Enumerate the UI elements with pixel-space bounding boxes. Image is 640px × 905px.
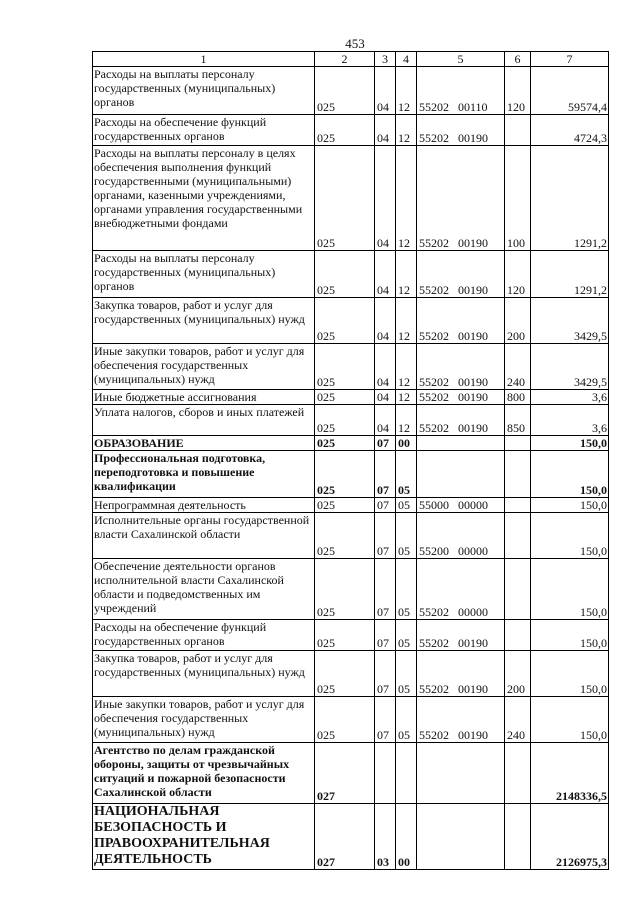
row-subsection-code: 12 bbox=[396, 146, 417, 251]
row-amount: 1291,2 bbox=[531, 146, 609, 251]
row-ministry-code: 027 bbox=[315, 743, 375, 804]
row-amount: 150,0 bbox=[531, 498, 609, 513]
row-section-code: 07 bbox=[375, 513, 396, 559]
row-description: Расходы на выплаты персоналу государственных (муниципальных) органов bbox=[93, 67, 315, 115]
row-subsection-code: 12 bbox=[396, 405, 417, 436]
row-amount: 1291,2 bbox=[531, 251, 609, 298]
row-target-article-code: 55000 00000 bbox=[417, 498, 505, 513]
table-body bbox=[93, 52, 609, 870]
row-target-article-code: 55202 00190 bbox=[417, 405, 505, 436]
row-ministry-code: 025 bbox=[315, 451, 375, 498]
column-header: 3 bbox=[375, 52, 396, 67]
budget-table bbox=[92, 51, 609, 870]
row-expense-type-code bbox=[505, 115, 531, 146]
row-description: Обеспечение деятельности органов исполнительной власти Сахалинской области и подведомственных им учреждений bbox=[93, 559, 315, 620]
row-ministry-code: 025 bbox=[315, 390, 375, 405]
row-subsection-code: 05 bbox=[396, 559, 417, 620]
row-ministry-code: 025 bbox=[315, 405, 375, 436]
row-section-code: 04 bbox=[375, 67, 396, 115]
row-amount: 4724,3 bbox=[531, 115, 609, 146]
row-section-code: 07 bbox=[375, 620, 396, 651]
row-expense-type-code: 240 bbox=[505, 697, 531, 743]
table-row bbox=[93, 513, 609, 559]
row-expense-type-code bbox=[505, 436, 531, 451]
row-target-article-code: 55200 00000 bbox=[417, 513, 505, 559]
row-ministry-code: 025 bbox=[315, 146, 375, 251]
row-target-article-code: 55202 00190 bbox=[417, 620, 505, 651]
table-row bbox=[93, 651, 609, 697]
row-amount: 150,0 bbox=[531, 451, 609, 498]
table-row bbox=[93, 67, 609, 115]
row-amount: 2148336,5 bbox=[531, 743, 609, 804]
row-amount: 59574,4 bbox=[531, 67, 609, 115]
row-target-article-code bbox=[417, 743, 505, 804]
row-subsection-code: 05 bbox=[396, 498, 417, 513]
table-row bbox=[93, 405, 609, 436]
row-subsection-code: 12 bbox=[396, 115, 417, 146]
row-description: Непрограммная деятельность bbox=[93, 498, 315, 513]
row-section-code: 07 bbox=[375, 451, 396, 498]
row-ministry-code: 025 bbox=[315, 697, 375, 743]
row-target-article-code bbox=[417, 436, 505, 451]
row-ministry-code: 025 bbox=[315, 513, 375, 559]
row-subsection-code: 12 bbox=[396, 251, 417, 298]
row-subsection-code: 12 bbox=[396, 67, 417, 115]
row-expense-type-code bbox=[505, 620, 531, 651]
table-row bbox=[93, 146, 609, 251]
row-description: Расходы на выплаты персоналу в целях обеспечения выполнения функций государственными (муниципальными) органами, казенными учреждениями, органами управления государственными внебюджетными фондами bbox=[93, 146, 315, 251]
table-row bbox=[93, 298, 609, 344]
row-section-code bbox=[375, 743, 396, 804]
row-amount: 150,0 bbox=[531, 620, 609, 651]
row-section-code: 04 bbox=[375, 344, 396, 390]
table-row bbox=[93, 436, 609, 451]
row-amount: 3429,5 bbox=[531, 298, 609, 344]
table-row bbox=[93, 559, 609, 620]
row-amount: 150,0 bbox=[531, 436, 609, 451]
table-row bbox=[93, 697, 609, 743]
row-section-code: 07 bbox=[375, 559, 396, 620]
row-expense-type-code: 120 bbox=[505, 251, 531, 298]
table-row bbox=[93, 344, 609, 390]
column-header: 2 bbox=[315, 52, 375, 67]
row-subsection-code: 05 bbox=[396, 451, 417, 498]
row-target-article-code: 55202 00000 bbox=[417, 559, 505, 620]
row-section-code: 04 bbox=[375, 298, 396, 344]
table-row bbox=[93, 804, 609, 870]
row-description: НАЦИОНАЛЬНАЯ БЕЗОПАСНОСТЬ И ПРАВООХРАНИТЕЛЬНАЯ ДЕЯТЕЛЬНОСТЬ bbox=[93, 804, 315, 870]
row-expense-type-code bbox=[505, 559, 531, 620]
row-expense-type-code bbox=[505, 513, 531, 559]
table-row bbox=[93, 743, 609, 804]
row-ministry-code: 025 bbox=[315, 115, 375, 146]
row-description: Иные бюджетные ассигнования bbox=[93, 390, 315, 405]
header-row bbox=[93, 52, 609, 67]
row-expense-type-code: 200 bbox=[505, 651, 531, 697]
row-amount: 3,6 bbox=[531, 405, 609, 436]
row-description: Расходы на обеспечение функций государственных органов bbox=[93, 620, 315, 651]
row-amount: 150,0 bbox=[531, 697, 609, 743]
row-section-code: 04 bbox=[375, 405, 396, 436]
row-target-article-code bbox=[417, 804, 505, 870]
row-section-code: 07 bbox=[375, 697, 396, 743]
row-expense-type-code: 100 bbox=[505, 146, 531, 251]
row-section-code: 04 bbox=[375, 146, 396, 251]
table-row bbox=[93, 115, 609, 146]
row-section-code: 07 bbox=[375, 498, 396, 513]
row-expense-type-code: 200 bbox=[505, 298, 531, 344]
row-section-code: 03 bbox=[375, 804, 396, 870]
row-subsection-code: 12 bbox=[396, 344, 417, 390]
row-subsection-code: 05 bbox=[396, 651, 417, 697]
row-target-article-code: 55202 00190 bbox=[417, 251, 505, 298]
row-description: Агентство по делам гражданской обороны, защиты от чрезвычайных ситуаций и пожарной безопасности Сахалинской области bbox=[93, 743, 315, 804]
row-description: ОБРАЗОВАНИЕ bbox=[93, 436, 315, 451]
row-ministry-code: 025 bbox=[315, 559, 375, 620]
row-description: Профессиональная подготовка, переподготовка и повышение квалификации bbox=[93, 451, 315, 498]
row-target-article-code: 55202 00190 bbox=[417, 344, 505, 390]
row-section-code: 07 bbox=[375, 651, 396, 697]
table-row bbox=[93, 620, 609, 651]
row-section-code: 04 bbox=[375, 251, 396, 298]
row-target-article-code: 55202 00190 bbox=[417, 390, 505, 405]
column-header: 5 bbox=[417, 52, 505, 67]
row-target-article-code: 55202 00190 bbox=[417, 115, 505, 146]
row-section-code: 04 bbox=[375, 115, 396, 146]
row-expense-type-code: 850 bbox=[505, 405, 531, 436]
column-header: 4 bbox=[396, 52, 417, 67]
row-target-article-code bbox=[417, 451, 505, 498]
row-target-article-code: 55202 00190 bbox=[417, 651, 505, 697]
page-number: 453 bbox=[345, 36, 365, 51]
row-expense-type-code bbox=[505, 804, 531, 870]
row-expense-type-code bbox=[505, 451, 531, 498]
row-subsection-code: 12 bbox=[396, 298, 417, 344]
row-description: Уплата налогов, сборов и иных платежей bbox=[93, 405, 315, 436]
table-row bbox=[93, 451, 609, 498]
row-description: Закупка товаров, работ и услуг для государственных (муниципальных) нужд bbox=[93, 651, 315, 697]
column-header: 7 bbox=[531, 52, 609, 67]
row-target-article-code: 55202 00190 bbox=[417, 697, 505, 743]
row-amount: 2126975,3 bbox=[531, 804, 609, 870]
row-description: Иные закупки товаров, работ и услуг для обеспечения государственных (муниципальных) нужд bbox=[93, 697, 315, 743]
row-ministry-code: 025 bbox=[315, 298, 375, 344]
row-amount: 3,6 bbox=[531, 390, 609, 405]
row-subsection-code: 05 bbox=[396, 697, 417, 743]
row-subsection-code: 12 bbox=[396, 390, 417, 405]
row-description: Исполнительные органы государственной власти Сахалинской области bbox=[93, 513, 315, 559]
row-expense-type-code bbox=[505, 743, 531, 804]
row-expense-type-code bbox=[505, 498, 531, 513]
row-description: Расходы на выплаты персоналу государственных (муниципальных) органов bbox=[93, 251, 315, 298]
row-ministry-code: 025 bbox=[315, 436, 375, 451]
row-section-code: 07 bbox=[375, 436, 396, 451]
row-ministry-code: 025 bbox=[315, 498, 375, 513]
row-amount: 150,0 bbox=[531, 513, 609, 559]
row-target-article-code: 55202 00110 bbox=[417, 67, 505, 115]
table-row bbox=[93, 498, 609, 513]
row-ministry-code: 025 bbox=[315, 651, 375, 697]
row-subsection-code: 05 bbox=[396, 620, 417, 651]
row-description: Расходы на обеспечение функций государственных органов bbox=[93, 115, 315, 146]
row-subsection-code: 00 bbox=[396, 436, 417, 451]
row-ministry-code: 025 bbox=[315, 620, 375, 651]
row-section-code: 04 bbox=[375, 390, 396, 405]
row-subsection-code bbox=[396, 743, 417, 804]
row-amount: 150,0 bbox=[531, 559, 609, 620]
row-target-article-code: 55202 00190 bbox=[417, 146, 505, 251]
table-row bbox=[93, 251, 609, 298]
row-amount: 150,0 bbox=[531, 651, 609, 697]
column-header: 1 bbox=[93, 52, 315, 67]
row-subsection-code: 00 bbox=[396, 804, 417, 870]
row-subsection-code: 05 bbox=[396, 513, 417, 559]
row-description: Иные закупки товаров, работ и услуг для обеспечения государственных (муниципальных) нужд bbox=[93, 344, 315, 390]
row-expense-type-code: 800 bbox=[505, 390, 531, 405]
table-row bbox=[93, 390, 609, 405]
row-target-article-code: 55202 00190 bbox=[417, 298, 505, 344]
column-header: 6 bbox=[505, 52, 531, 67]
row-ministry-code: 025 bbox=[315, 67, 375, 115]
row-ministry-code: 025 bbox=[315, 344, 375, 390]
row-expense-type-code: 240 bbox=[505, 344, 531, 390]
row-ministry-code: 027 bbox=[315, 804, 375, 870]
row-expense-type-code: 120 bbox=[505, 67, 531, 115]
row-description: Закупка товаров, работ и услуг для государственных (муниципальных) нужд bbox=[93, 298, 315, 344]
row-ministry-code: 025 bbox=[315, 251, 375, 298]
row-amount: 3429,5 bbox=[531, 344, 609, 390]
